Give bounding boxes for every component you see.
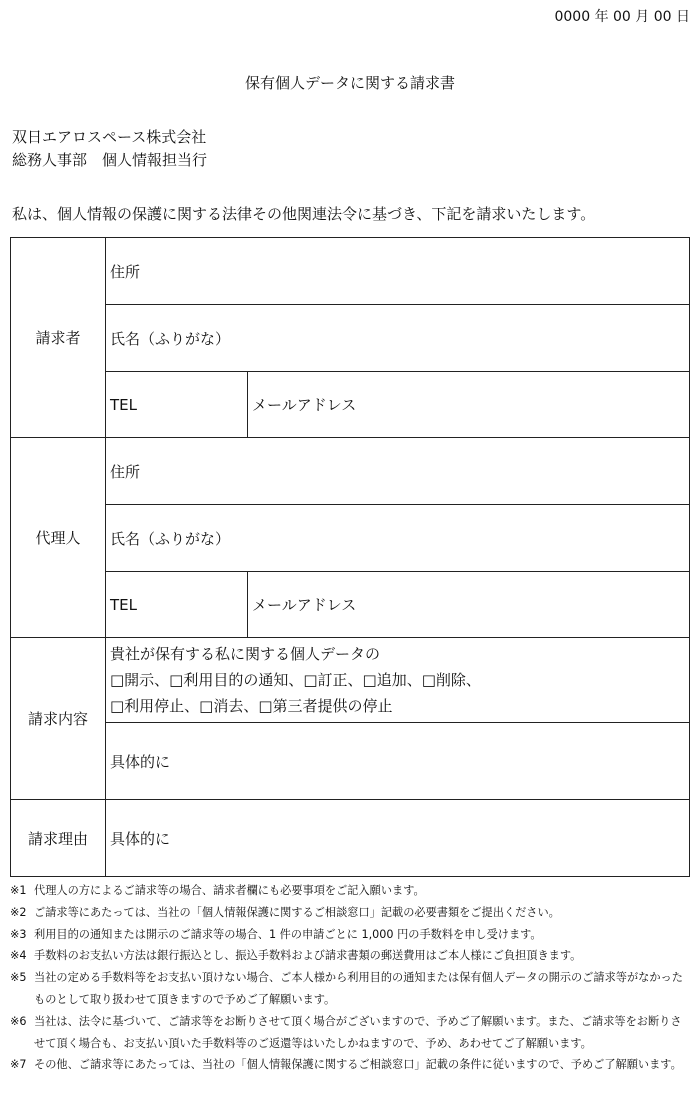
agent-address-label: 住所 <box>110 462 141 481</box>
note-item <box>10 1011 690 1055</box>
request-options-line-3: □利用停止、□消去、□第三者提供の停止 <box>110 697 393 715</box>
note-item <box>10 967 690 1011</box>
notes-list <box>10 880 690 1076</box>
requester-name-field[interactable] <box>106 305 690 372</box>
agent-address-field[interactable] <box>106 438 690 505</box>
note-number: ※7 <box>10 1058 27 1072</box>
requester-tel-label: TEL <box>110 395 137 414</box>
agent-label: 代理人 <box>11 438 106 638</box>
note-item <box>10 1054 690 1076</box>
note-number: ※2 <box>10 905 27 919</box>
note-item <box>10 945 690 967</box>
requester-address-label: 住所 <box>110 262 141 281</box>
requester-email-label: メールアドレス <box>252 396 357 414</box>
agent-email-field[interactable] <box>248 572 690 638</box>
note-text: 当社は、法令に基づいて、ご請求等をお断りさせて頂く場合がございますので、予めご了解願います。また、ご請求等をお断りさせて頂く場合も、お支払い頂いた手数料等のご返還等はいたしかねますので、予め、あわせてご了解願います。 <box>34 1014 682 1050</box>
requester-tel-field[interactable] <box>106 372 248 438</box>
requester-label: 請求者 <box>11 238 106 438</box>
document-title: 保有個人データに関する請求書 <box>244 74 455 92</box>
agent-email-label: メールアドレス <box>252 596 357 614</box>
requester-address-field[interactable] <box>106 238 690 305</box>
note-item <box>10 880 690 902</box>
request-form-table <box>10 237 690 877</box>
note-item <box>10 902 690 924</box>
note-text: 手数料のお支払い方法は銀行振込とし、振込手数料および請求書類の郵送費用はご本人様にご負担頂きます。 <box>34 949 582 963</box>
request-reason-label: 請求理由 <box>11 800 106 877</box>
agent-name-label: 氏名（ふりがな） <box>110 529 231 548</box>
requester-email-field[interactable] <box>248 372 690 438</box>
request-options-line-2: □開示、□利用目的の通知、□訂正、□追加、□削除、 <box>110 671 481 689</box>
note-number: ※3 <box>10 927 27 941</box>
addressee-company: 双日エアロスペース株式会社 <box>12 128 207 146</box>
note-text: 当社の定める手数料等をお支払い頂けない場合、ご本人様から利用目的の通知または保有個人データの開示のご請求等がなかったものとして取り扱わせて頂きますので予めご了解願います。 <box>34 971 683 1006</box>
request-reason-field[interactable] <box>106 800 690 877</box>
request-options-line-1: 貴社が保有する私に関する個人データの <box>110 645 381 663</box>
addressee-department: 総務人事部 個人情報担当行 <box>12 151 208 169</box>
note-text: その他、ご請求等にあたっては、当社の「個人情報保護に関するご相談窓口」記載の条件に従いますので、予めご了解願います。 <box>34 1058 682 1072</box>
agent-tel-field[interactable] <box>106 572 248 638</box>
request-detail-label: 具体的に <box>110 752 171 771</box>
note-text: 利用目的の通知または開示のご請求等の場合、1 件の申請ごとに 1,000 円の手数料を申し受けます。 <box>34 927 542 941</box>
note-number: ※5 <box>10 971 27 985</box>
document-date: 0000 年 00 月 00 日 <box>554 9 690 25</box>
request-reason-detail-label: 具体的に <box>110 829 171 848</box>
note-number: ※4 <box>10 949 27 963</box>
intro-statement: 私は、個人情報の保護に関する法律その他関連法令に基づき、下記を請求いたします。 <box>12 205 596 223</box>
note-number: ※1 <box>10 884 27 897</box>
note-text: 代理人の方によるご請求等の場合、請求者欄にも必要事項をご記入願います。 <box>34 884 425 897</box>
note-text: ご請求等にあたっては、当社の「個人情報保護に関するご相談窓口」記載の必要書類をご提出ください。 <box>34 905 560 919</box>
request-content-label: 請求内容 <box>11 638 106 800</box>
note-item <box>10 924 690 946</box>
requester-name-label: 氏名（ふりがな） <box>110 329 231 348</box>
note-number: ※6 <box>10 1014 27 1028</box>
request-detail-field[interactable] <box>106 723 690 800</box>
request-options[interactable] <box>106 638 690 723</box>
agent-tel-label: TEL <box>110 595 137 614</box>
agent-name-field[interactable] <box>106 505 690 572</box>
